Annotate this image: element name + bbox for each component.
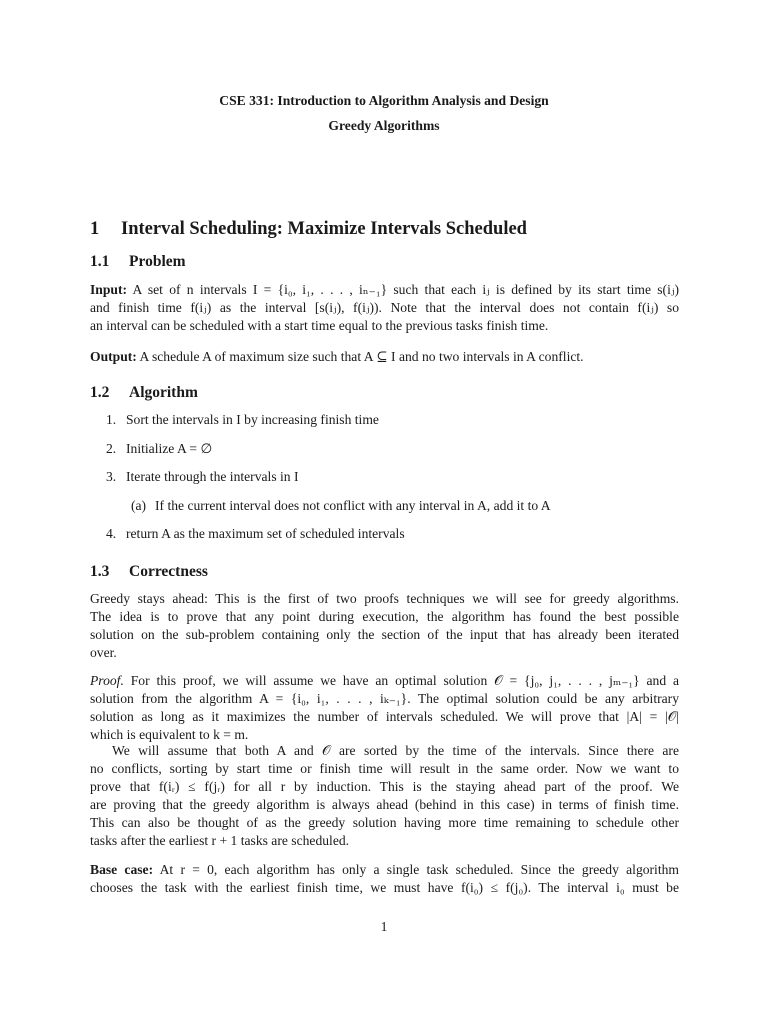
subsection-number: 1.3	[90, 563, 110, 580]
section-number: 1	[90, 219, 100, 239]
page-number: 1	[380, 919, 388, 934]
paragraph-line: are proving that the greedy algorithm is always ahead (behind in this case) in terms of finish time.	[90, 797, 679, 812]
base-case-paragraph	[90, 861, 679, 897]
proof-continuation-paragraph	[90, 742, 679, 850]
paragraph-line: Greedy stays ahead: This is the first of two proofs techniques we will see for greedy algorithms.	[90, 591, 679, 606]
paragraph-line: solution on the sub-problem containing only the section of the input that has already been iterated	[90, 627, 679, 642]
section-title: Interval Scheduling: Maximize Intervals Scheduled	[121, 219, 527, 239]
paragraph-line: The idea is to prove that any point during execution, the algorithm has found the best possible	[90, 609, 679, 624]
subsection-title: Problem	[129, 253, 186, 270]
paragraph-line: We will assume that both A and 𝒪 are sorted by the time of the intervals. Since there are	[112, 743, 679, 758]
output-line: Output: A schedule A of maximum size such that A ⊆ I and no two intervals in A conflict.	[90, 349, 584, 364]
subsection-title: Algorithm	[129, 384, 198, 401]
input-line: Input: A set of n intervals I = {i₀, i₁, . . . , iₙ₋₁} such that each iⱼ is defined by its start time s(iⱼ)	[90, 282, 679, 297]
input-line: and finish time f(iⱼ) as the interval [s(iⱼ), f(iⱼ)). Note that the interval does not contain f(iⱼ) so	[90, 300, 679, 315]
paragraph-line: which is equivalent to k = m.	[90, 727, 249, 742]
algorithm-step: 4. return A as the maximum set of scheduled intervals	[106, 526, 405, 541]
course-title: CSE 331: Introduction to Algorithm Analysis and Design	[219, 93, 549, 108]
subsection-problem-heading	[90, 253, 186, 271]
paragraph-line: solution as long as it maximizes the number of intervals scheduled. We will prove that |A| = |𝒪|	[90, 709, 679, 724]
paragraph-line: solution from the algorithm A = {i₀, i₁, . . . , iₖ₋₁}. The optimal solution could be any arbitrary	[90, 691, 679, 706]
paragraph-line: This can also be thought of as the greedy solution having more time remaining to schedule other	[90, 815, 679, 830]
input-paragraph	[90, 281, 679, 335]
input-line: an interval can be scheduled with a start time equal to the previous tasks finish time.	[90, 318, 549, 333]
paragraph-line: chooses the task with the earliest finish time, we must have f(i₀) ≤ f(j₀). The interval i₀ must be	[90, 880, 679, 895]
output-label: Output:	[90, 349, 137, 364]
subsection-number: 1.1	[90, 253, 110, 270]
paragraph-line: Base case: At r = 0, each algorithm has only a single task scheduled. Since the greedy algorithm	[90, 862, 679, 877]
subsection-algorithm-heading	[90, 384, 198, 402]
document-subtitle: Greedy Algorithms	[328, 118, 440, 133]
proof-label: Proof.	[90, 673, 124, 688]
paragraph-line: prove that f(iᵣ) ≤ f(jᵣ) for all r by induction. This is the staying ahead part of the proof. We	[90, 779, 679, 794]
paragraph-line: no conflicts, sorting by start time or finish time will result in the same order. Now we want to	[90, 761, 679, 776]
paragraph-line: over.	[90, 645, 117, 660]
subsection-correctness-heading	[90, 563, 208, 581]
base-case-label: Base case:	[90, 862, 154, 877]
subsection-title: Correctness	[129, 563, 208, 580]
algorithm-step: 1. Sort the intervals in I by increasing finish time	[106, 412, 379, 427]
algorithm-substep: (a) If the current interval does not conflict with any interval in A, add it to A	[131, 498, 551, 513]
section-1-heading	[90, 219, 527, 240]
paragraph-line: Proof. For this proof, we will assume we have an optimal solution 𝒪 = {j₀, j₁, . . . , jₘ₋₁} and a	[90, 673, 679, 688]
proof-paragraph	[90, 672, 679, 744]
input-label: Input:	[90, 282, 128, 297]
output-paragraph	[90, 348, 679, 366]
correctness-intro-paragraph	[90, 590, 679, 662]
algorithm-step: 3. Iterate through the intervals in I	[106, 469, 299, 484]
algorithm-step: 2. Initialize A = ∅	[106, 441, 213, 456]
subsection-number: 1.2	[90, 384, 110, 401]
paragraph-line: tasks after the earliest r + 1 tasks are scheduled.	[90, 833, 350, 848]
